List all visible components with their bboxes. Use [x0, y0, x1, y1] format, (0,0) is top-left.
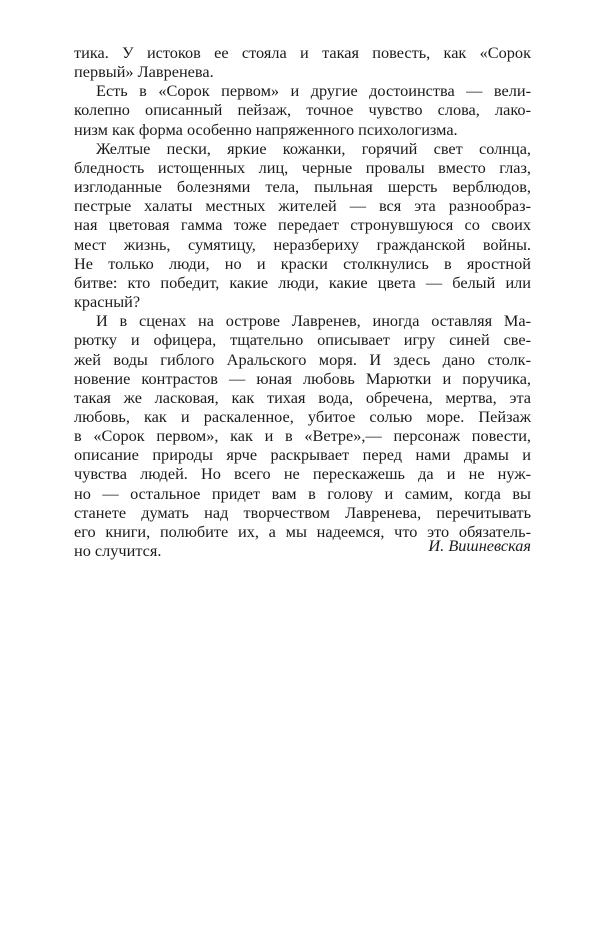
text-line: но — остальное придет вам в голову и самим, когда вы — [74, 483, 531, 503]
text-line: такая же ласковая, как тихая вода, обречена, мертва, эта — [74, 387, 531, 407]
text-line: изглоданные болезнями тела, пыльная шерсть верблюдов, — [74, 177, 531, 197]
text-line: Есть в «Сорок первом» и другие достоинства — вели- — [96, 81, 531, 101]
text-line: битве: кто победит, какие люди, какие цвета — белый или — [74, 272, 531, 292]
text-line: колепно описанный пейзаж, точное чувство слова, лако- — [74, 100, 531, 120]
paragraph-2 — [74, 81, 531, 138]
text-line: тика. У истоков ее стояла и такая повесть, как «Сорок — [74, 43, 531, 62]
text-line: ная цветовая гамма тоже передает стронувшуюся со своих — [74, 215, 531, 235]
text-line: пестрые халаты местных жителей — вся эта разнообраз- — [74, 196, 531, 216]
text-line: станете думать над творчеством Лавренева, перечитывать — [74, 502, 531, 522]
text-line: жей воды гиблого Аральского моря. И здесь дано столк- — [74, 349, 531, 369]
text-line: И в сценах на острове Лавренев, иногда оставляя Ма- — [96, 311, 531, 331]
text-line: описание природы ярче раскрывает перед нами драмы и — [74, 445, 531, 465]
paragraph-4 — [74, 311, 531, 560]
text-line: Не только люди, но и краски столкнулись в яростной — [74, 253, 531, 273]
paragraph-1 — [74, 43, 531, 81]
text-line: мест жизнь, сумятицу, неразбериху гражданской войны. — [74, 234, 531, 254]
text-line: чувства людей. Но всего не перескажешь да и не нуж- — [74, 464, 531, 484]
text-line: рютку и офицера, тщательно описывает игру синей све- — [74, 330, 531, 350]
paragraph-3 — [74, 139, 531, 311]
text-line: низм как форма особенно напряженного психологизма. — [74, 119, 458, 139]
author-signature: И. Вишневская — [428, 536, 531, 555]
text-line: но случится. — [74, 541, 162, 561]
text-line: Желтые пески, яркие кожанки, горячий свет солнца, — [96, 138, 531, 158]
text-line: первый» Лавренева. — [74, 62, 214, 82]
text-line: новение контрастов — юная любовь Марютки и поручика, — [74, 368, 531, 388]
text-line: в «Сорок первом», как и в «Ветре»,— персонаж повести, — [74, 426, 531, 446]
text-line: красный? — [74, 292, 141, 312]
text-line: его книги, полюбите их, а мы надеемся, что это обязатель- — [74, 521, 531, 541]
text-line: бледность истощенных лиц, черные провалы вместо глаз, — [74, 157, 531, 177]
text-line: любовь, как и раскаленное, убитое солью море. Пейзаж — [74, 406, 531, 426]
article-body — [74, 43, 531, 560]
